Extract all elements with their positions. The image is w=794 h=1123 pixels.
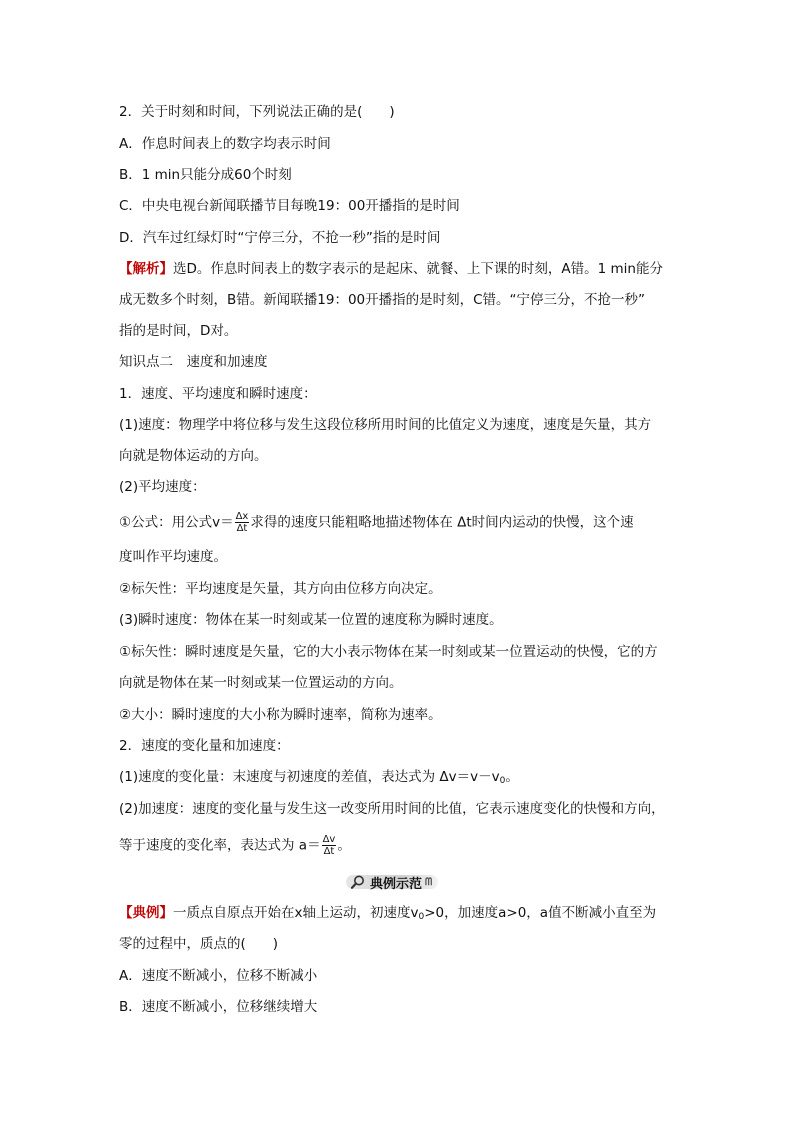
example-option-a: A．速度不断减小，位移不断减小 — [119, 968, 318, 984]
acceleration-line-1: (2)加速度：速度的变化量与发生这一改变所用时间的比值，它表示速度变化的快慢和方向， — [119, 801, 665, 817]
example-tag: 【典例】 — [119, 905, 173, 921]
avg-velocity-vector: ②标矢性：平均速度是矢量，其方向由位移方向决定。 — [119, 581, 442, 597]
instant-velocity-magnitude: ②大小：瞬时速度的大小称为瞬时速率，简称为速率。 — [119, 707, 442, 723]
example-banner — [350, 872, 432, 892]
avg-velocity-formula-line-2: 度叫作平均速度。 — [119, 549, 227, 565]
analysis-tag: 【解析】 — [119, 261, 173, 277]
option-a: A．作息时间表上的数字均表示时间 — [119, 136, 331, 152]
example-line-1: 【典例】一质点自原点开始在x轴上运动，初速度$v_0>0$，加速度a>0，a值不断减小直至为 — [119, 905, 657, 922]
example-option-b: B．速度不断减小，位移继续增大 — [119, 999, 318, 1015]
instant-velocity-heading: (3)瞬时速度：物体在某一时刻或某一位置的速度称为瞬时速度。 — [119, 612, 503, 628]
option-d: D．汽车过红绿灯时“宁停三分，不抢一秒”指的是时间 — [119, 230, 441, 246]
option-b: B．1 min只能分成60个时刻 — [119, 167, 292, 183]
acceleration-line-2: 等于速度的变化率，表达式为 a＝ $\frac{\Delta v}{\Delta t}$ 。 — [119, 834, 351, 857]
banner-tail-glyph: ᗰ — [425, 876, 433, 888]
avg-velocity-heading: (2)平均速度： — [119, 479, 206, 495]
question-2-stem: 2．关于时刻和时间，下列说法正确的是( ) — [119, 104, 395, 120]
example-line-2: 零的过程中，质点的( ) — [119, 936, 279, 952]
instant-velocity-vector-1: ①标矢性：瞬时速度是矢量，它的大小表示物体在某一时刻或某一位置运动的快慢，它的方 — [119, 644, 658, 660]
instant-velocity-vector-2: 向就是物体在某一时刻或某一位置运动的方向。 — [119, 675, 403, 691]
magnifier-icon — [350, 874, 366, 890]
velocity-def-2: 向就是物体运动的方向。 — [119, 448, 268, 464]
para-1: 1．速度、平均速度和瞬时速度： — [119, 386, 317, 402]
velocity-change-line: (1)速度的变化量：末速度与初速度的差值，表达式为 $\Delta v=v-v_0$。 — [119, 769, 519, 786]
avg-velocity-formula-line: ①公式：用公式v＝ $\frac{\Delta x}{\Delta t}$ 求得的速度只能粗略地描述物体在 Δt时间内运动的快慢，这个速 — [119, 511, 634, 534]
fraction-dv-dt: $\frac{\Delta v}{\Delta t}$ — [322, 834, 336, 857]
velocity-def-1: (1)速度：物理学中将位移与发生这段位移所用时间的比值定义为速度，速度是矢量，其方 — [119, 417, 652, 433]
para-2: 2．速度的变化量和加速度： — [119, 738, 290, 754]
analysis-line-3: 指的是时间，D对。 — [119, 323, 238, 339]
analysis-line-2: 成无数多个时刻，B错。新闻联播19：00开播指的是时刻，C错。“宁停三分，不抢一秒” — [119, 292, 646, 308]
section-title: 知识点二 速度和加速度 — [119, 354, 268, 370]
analysis-line-1: 【解析】选D。作息时间表上的数字表示的是起床、就餐、上下课的时刻，A错。1 min能分 — [119, 261, 663, 277]
option-c: C．中央电视台新闻联播节目每晚19：00开播指的是时间 — [119, 198, 460, 214]
banner-label: 典例示范 — [370, 876, 423, 892]
fraction-dx-dt: $\frac{\Delta x}{\Delta t}$ — [235, 511, 249, 534]
